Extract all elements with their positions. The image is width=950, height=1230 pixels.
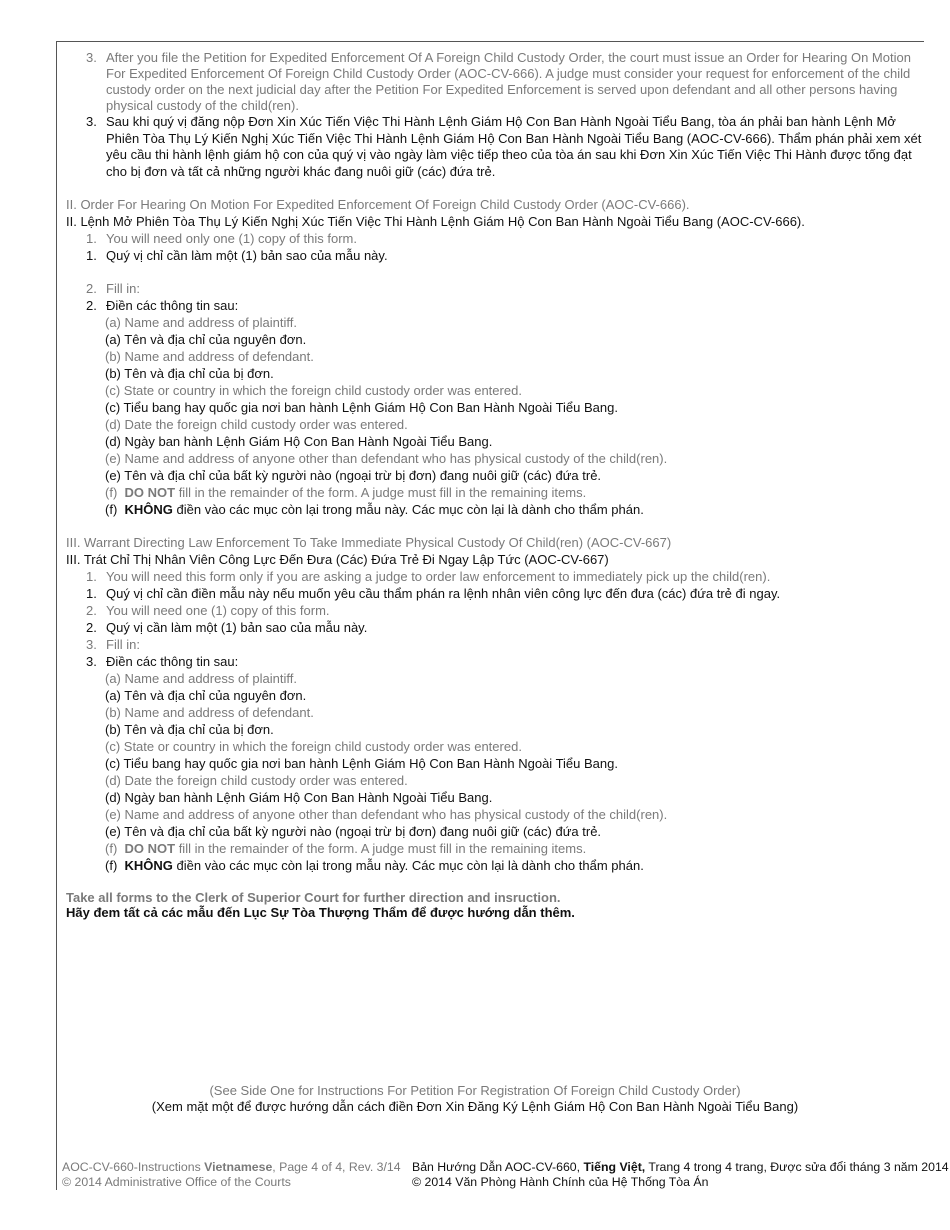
intro-item-en xyxy=(66,50,926,114)
intro-item-vi xyxy=(66,114,926,180)
section3-sub-c-vi: (c) Tiểu bang hay quốc gia nơi ban hành Lệnh Giám Hộ Con Ban Hành Ngoài Tiểu Bang. xyxy=(105,756,618,771)
footer-copyright-vi: © 2014 Văn Phòng Hành Chính của Hệ Thống Tòa Án xyxy=(412,1175,709,1189)
section2-sub-a-vi: (a) Tên và địa chỉ của nguyên đơn. xyxy=(105,332,307,347)
section2-sub-f-vi: (f) KHÔNG điền vào các mục còn lại trong mẫu này. Các mục còn lại là dành cho thẩm phán. xyxy=(105,502,644,517)
section2-sub-f-en: (f) DO NOT fill in the remainder of the form. A judge must fill in the remaining items. xyxy=(105,485,587,500)
item-number: 3. xyxy=(86,50,97,65)
section2-sub-d-en: (d) Date the foreign child custody order was entered. xyxy=(105,417,408,432)
section2-heading-vi: II. Lệnh Mở Phiên Tòa Thụ Lý Kiến Nghị Xúc Tiến Việc Thi Hành Lệnh Giám Hộ Con Ban Hành Ngoài Tiểu Bang (AOC-CV-666). xyxy=(66,214,805,229)
section2-item1-vi: 1. Quý vị chỉ cần làm một (1) bản sao của mẫu này. xyxy=(86,248,388,263)
footer-form-id-en: AOC-CV-660-Instructions Vietnamese, Page 4 of 4, Rev. 3/14 xyxy=(62,1160,401,1174)
footer-left xyxy=(62,1160,401,1190)
section3-item1-vi: 1. Quý vị chỉ cần điền mẫu này nếu muốn yêu cầu thẩm phán ra lệnh nhân viên công lực đến đưa (các) đứa trẻ đi ngay. xyxy=(86,586,781,601)
closing-instruction-vi: Hãy đem tất cả các mẫu đến Lục Sự Tòa Thượng Thẩm để được hướng dẫn thêm. xyxy=(66,905,575,920)
footer-right xyxy=(412,1160,949,1190)
instructions-body xyxy=(66,50,926,920)
section2-sub-b-vi: (b) Tên và địa chỉ của bị đơn. xyxy=(105,366,274,381)
section3-sub-a-en: (a) Name and address of plaintiff. xyxy=(105,671,297,686)
section3-heading-en: III. Warrant Directing Law Enforcement To Take Immediate Physical Custody Of Child(ren) (AOC-CV-667) xyxy=(66,535,672,550)
section3-item1-en: 1. You will need this form only if you are asking a judge to order law enforcement to immediately pick up the child(ren). xyxy=(86,569,771,584)
section2-item1-en: 1. You will need only one (1) copy of this form. xyxy=(86,231,357,246)
section2-sub-a-en: (a) Name and address of plaintiff. xyxy=(105,315,297,330)
section3-sub-f-en: (f) DO NOT fill in the remainder of the form. A judge must fill in the remaining items. xyxy=(105,841,587,856)
footer-form-id-vi: Bản Hướng Dẫn AOC-CV-660, Tiếng Việt, Trang 4 trong 4 trang, Được sửa đổi tháng 3 năm 2014 xyxy=(412,1160,949,1174)
section2-item2-en: 2. Fill in: xyxy=(86,281,140,296)
section2-sub-c-en: (c) State or country in which the foreign child custody order was entered. xyxy=(105,383,522,398)
section2-item2-vi: 2. Điền các thông tin sau: xyxy=(86,298,239,313)
item-text: Sau khi quý vị đăng nộp Đơn Xin Xúc Tiến Việc Thi Hành Lệnh Giám Hộ Con Ban Hành Ngoài Tiểu Bang, tòa án phải ban hành Lệnh Mở Phiên Tòa Thụ Lý Kiến Nghị Xúc Tiến Việc Thi Hành Lệnh Giám Hộ Con Ban Hành Ngoài Tiểu Bang (AOC-CV-666). Thẩm phán phải xem xét yêu cầu thi hành lệnh giám hộ con của quý vị vào ngày làm việc tiếp theo của tòa án sau khi Đơn Xin Xúc Tiến Việc Thi Hành được tống đạt cho bị đơn và tất cả những người khác đang nuôi giữ (các) đứa trẻ. xyxy=(106,114,922,179)
section2-heading-en: II. Order For Hearing On Motion For Expedited Enforcement Of Foreign Child Custody Order (AOC-CV-666). xyxy=(66,197,690,212)
section3-item3-vi: 3. Điền các thông tin sau: xyxy=(86,654,239,669)
left-border-line xyxy=(56,41,57,1190)
section3-sub-e-en: (e) Name and address of anyone other than defendant who has physical custody of the child(ren). xyxy=(105,807,668,822)
see-side-one-en: (See Side One for Instructions For Petition For Registration Of Foreign Child Custody Order) xyxy=(209,1083,741,1098)
section3-sub-e-vi: (e) Tên và địa chỉ của bất kỳ người nào (ngoại trừ bị đơn) đang nuôi giữ (các) đứa trẻ. xyxy=(105,824,602,839)
section3-item3-en: 3. Fill in: xyxy=(86,637,140,652)
section3-sub-c-en: (c) State or country in which the foreign child custody order was entered. xyxy=(105,739,522,754)
section3-sub-f-vi: (f) KHÔNG điền vào các mục còn lại trong mẫu này. Các mục còn lại là dành cho thẩm phán. xyxy=(105,858,644,873)
section2-sub-e-en: (e) Name and address of anyone other than defendant who has physical custody of the child(ren). xyxy=(105,451,668,466)
section3-sub-d-en: (d) Date the foreign child custody order was entered. xyxy=(105,773,408,788)
section3-item2-en: 2. You will need one (1) copy of this form. xyxy=(86,603,330,618)
section3-heading-vi: III. Trát Chỉ Thị Nhân Viên Công Lực Đến Đưa (Các) Đứa Trẻ Đi Ngay Lập Tức (AOC-CV-667) xyxy=(66,552,609,567)
item-text: After you file the Petition for Expedited Enforcement Of A Foreign Child Custody Order, the court must issue an Order for Hearing On Motion For Expedited Enforcement Of Foreign Child Custody Order (AOC-CV-666). A judge must consider your request for enforcement of the child custody order on the next judicial day after the Petition For Expedited Enforcement is served upon defendant and all other persons having physical custody of the child(ren). xyxy=(106,50,911,113)
see-side-one-vi: (Xem mặt một để được hướng dẫn cách điền Đơn Xin Đăng Ký Lệnh Giám Hộ Con Ban Hành Ngoài Tiểu Bang) xyxy=(151,1099,799,1114)
item-number: 3. xyxy=(86,114,97,129)
section3-sub-d-vi: (d) Ngày ban hành Lệnh Giám Hộ Con Ban Hành Ngoài Tiểu Bang. xyxy=(105,790,493,805)
top-border-line xyxy=(56,41,924,42)
section3-sub-a-vi: (a) Tên và địa chỉ của nguyên đơn. xyxy=(105,688,307,703)
section2-sub-d-vi: (d) Ngày ban hành Lệnh Giám Hộ Con Ban Hành Ngoài Tiểu Bang. xyxy=(105,434,493,449)
footer-copyright-en: © 2014 Administrative Office of the Courts xyxy=(62,1175,291,1189)
section3-item2-vi: 2. Quý vị cần làm một (1) bản sao của mẫu này. xyxy=(86,620,368,635)
closing-instruction-en: Take all forms to the Clerk of Superior Court for further direction and insruction. xyxy=(66,890,561,905)
section2-sub-c-vi: (c) Tiểu bang hay quốc gia nơi ban hành Lệnh Giám Hộ Con Ban Hành Ngoài Tiểu Bang. xyxy=(105,400,618,415)
section3-sub-b-vi: (b) Tên và địa chỉ của bị đơn. xyxy=(105,722,274,737)
section3-sub-b-en: (b) Name and address of defendant. xyxy=(105,705,314,720)
section2-sub-b-en: (b) Name and address of defendant. xyxy=(105,349,314,364)
section2-sub-e-vi: (e) Tên và địa chỉ của bất kỳ người nào (ngoại trừ bị đơn) đang nuôi giữ (các) đứa trẻ. xyxy=(105,468,602,483)
